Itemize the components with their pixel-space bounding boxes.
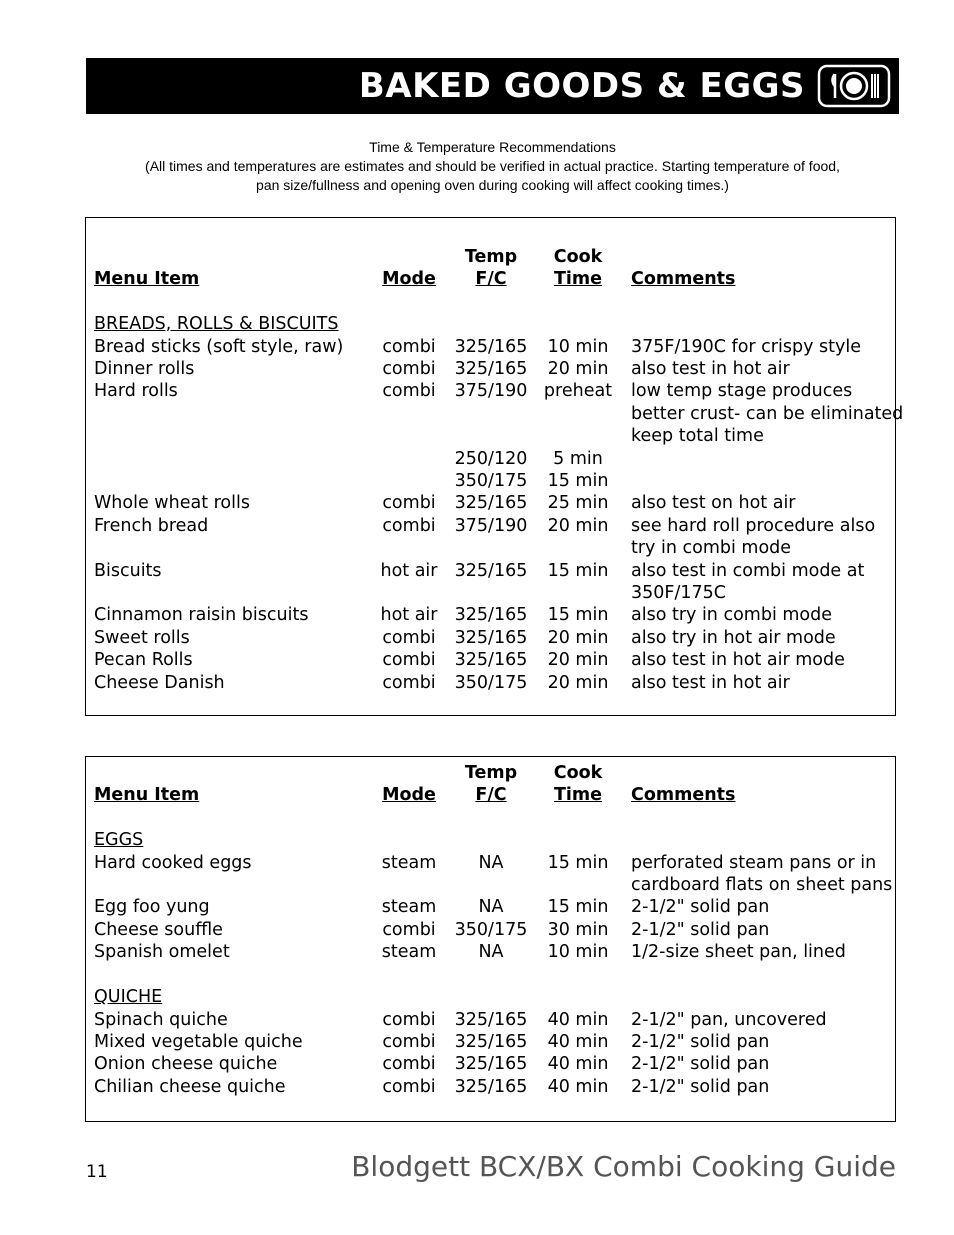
cook-time-cell: 20 min xyxy=(547,672,609,693)
mode-cell: combi xyxy=(382,650,436,671)
menu-item-cell: Whole wheat rolls xyxy=(94,493,250,514)
menu-item-cell: Dinner rolls xyxy=(94,358,195,379)
comment-cell: cardboard flats on sheet pans xyxy=(631,874,893,895)
mode-cell: steam xyxy=(381,942,437,963)
section-title-eggs: EGGS xyxy=(94,830,144,850)
comment-cell: 2-1/2" solid pan xyxy=(631,897,770,918)
comment-cell: see hard roll procedure also xyxy=(631,515,876,536)
comment-cell: keep total time xyxy=(631,426,764,447)
cook-time-cell: 20 min xyxy=(547,650,609,671)
intro-text xyxy=(86,138,899,195)
plate-fork-knife-icon xyxy=(817,64,891,108)
comment-cell: better crust- can be eliminated xyxy=(631,403,904,424)
temp-cell: 325/165 xyxy=(454,605,528,626)
temp-header-top: Temp xyxy=(464,247,518,267)
temp-cell: 325/165 xyxy=(454,1009,528,1030)
mode-cell: hot air xyxy=(380,605,438,626)
menu-item-cell: Spanish omelet xyxy=(94,942,230,963)
mode-cell: combi xyxy=(382,515,436,536)
comment-cell: low temp stage produces xyxy=(631,381,853,402)
cook-time-cell: 40 min xyxy=(547,1009,609,1030)
mode-cell: combi xyxy=(382,1076,436,1097)
menu-item-cell: Spinach quiche xyxy=(94,1009,228,1030)
comment-cell: 2-1/2" solid pan xyxy=(631,1054,770,1075)
temp-cell: NA xyxy=(478,942,504,963)
cook-time-cell: 15 min xyxy=(547,470,609,491)
section-title-breads: BREADS, ROLLS & BISCUITS xyxy=(94,314,339,334)
temp-cell: 250/120 xyxy=(454,448,528,469)
temp-header-top: Temp xyxy=(464,763,518,783)
menu-item-cell: Sweet rolls xyxy=(94,627,190,648)
menu-item-cell: Cheese souffle xyxy=(94,919,223,940)
comment-cell: also try in combi mode xyxy=(631,605,833,626)
mode-header: Mode xyxy=(382,785,436,805)
menu-item-cell: Egg foo yung xyxy=(94,897,210,918)
mode-cell: combi xyxy=(382,381,436,402)
menu-item-cell: Hard rolls xyxy=(94,381,178,402)
cook-time-cell: 20 min xyxy=(547,515,609,536)
header-banner xyxy=(86,58,899,114)
cook-time-cell: 15 min xyxy=(547,560,609,581)
cook-time-cell: 5 min xyxy=(553,448,603,469)
comment-cell: also test in hot air xyxy=(631,672,790,693)
mode-cell: steam xyxy=(381,897,437,918)
intro-heading: Time & Temperature Recommendations xyxy=(369,139,616,155)
temp-cell: NA xyxy=(478,897,504,918)
cook-time-cell: 15 min xyxy=(547,852,609,873)
mode-cell: combi xyxy=(382,1031,436,1052)
mode-cell: combi xyxy=(382,336,436,357)
comment-cell: 2-1/2" solid pan xyxy=(631,1031,770,1052)
comment-cell: also test on hot air xyxy=(631,493,796,514)
temp-cell: 325/165 xyxy=(454,560,528,581)
temp-cell: 325/165 xyxy=(454,358,528,379)
comment-cell: also try in hot air mode xyxy=(631,627,836,648)
time-header: Time xyxy=(553,269,603,289)
temp-cell: 375/190 xyxy=(454,515,528,536)
menu-item-header: Menu Item xyxy=(94,269,200,289)
eggs-table xyxy=(85,756,896,1122)
comment-cell: 375F/190C for crispy style xyxy=(631,336,861,357)
comment-cell: also test in hot air xyxy=(631,358,790,379)
mode-cell: combi xyxy=(382,493,436,514)
cook-time-cell: 15 min xyxy=(547,605,609,626)
mode-cell: combi xyxy=(382,672,436,693)
mode-cell: steam xyxy=(381,852,437,873)
menu-item-cell: Cinnamon raisin biscuits xyxy=(94,605,309,626)
temp-header: F/C xyxy=(475,269,507,289)
comment-cell: try in combi mode xyxy=(631,538,792,559)
temp-cell: NA xyxy=(478,852,504,873)
temp-cell: 325/165 xyxy=(454,1031,528,1052)
cook-time-cell: 10 min xyxy=(547,942,609,963)
cook-time-cell: 40 min xyxy=(547,1076,609,1097)
menu-item-cell: Bread sticks (soft style, raw) xyxy=(94,336,344,357)
temp-cell: 325/165 xyxy=(454,1076,528,1097)
time-header-top: Cook xyxy=(553,763,603,783)
page-number: 11 xyxy=(86,1162,108,1182)
comment-cell: also test in hot air mode xyxy=(631,650,845,671)
time-header-top: Cook xyxy=(553,247,603,267)
comments-header: Comments xyxy=(631,269,736,289)
page-title: BAKED GOODS & EGGS xyxy=(358,66,805,106)
cook-time-cell: 10 min xyxy=(547,336,609,357)
comment-cell: also test in combi mode at xyxy=(631,560,865,581)
temp-cell: 325/165 xyxy=(454,336,528,357)
comments-header: Comments xyxy=(631,785,736,805)
mode-cell: combi xyxy=(382,919,436,940)
temp-cell: 325/165 xyxy=(454,627,528,648)
temp-cell: 325/165 xyxy=(454,1054,528,1075)
comment-cell: 2-1/2" solid pan xyxy=(631,1076,770,1097)
temp-cell: 350/175 xyxy=(454,919,528,940)
temp-cell: 350/175 xyxy=(454,672,528,693)
temp-header: F/C xyxy=(475,785,507,805)
intro-note-line1: (All times and temperatures are estimates and should be verified in actual practice. Starting temperature of food, xyxy=(145,158,840,174)
menu-item-cell: French bread xyxy=(94,515,209,536)
comment-cell: 2-1/2" pan, uncovered xyxy=(631,1009,827,1030)
section-title-quiche: QUICHE xyxy=(94,987,163,1007)
comment-cell: 350F/175C xyxy=(631,582,726,603)
breads-table xyxy=(85,217,904,716)
mode-cell: combi xyxy=(382,1009,436,1030)
menu-item-cell: Chilian cheese quiche xyxy=(94,1076,286,1097)
comment-cell: perforated steam pans or in xyxy=(631,852,877,873)
menu-item-cell: Hard cooked eggs xyxy=(94,852,252,873)
cook-time-cell: 40 min xyxy=(547,1054,609,1075)
cook-time-cell: 25 min xyxy=(547,493,609,514)
temp-cell: 375/190 xyxy=(454,381,528,402)
temp-cell: 350/175 xyxy=(454,470,528,491)
menu-item-header: Menu Item xyxy=(94,785,200,805)
cook-time-cell: 20 min xyxy=(547,627,609,648)
mode-cell: combi xyxy=(382,627,436,648)
mode-cell: combi xyxy=(382,1054,436,1075)
cook-time-cell: 40 min xyxy=(547,1031,609,1052)
intro-note-line2: pan size/fullness and opening oven during cooking will affect cooking times.) xyxy=(256,177,729,193)
cook-time-cell: preheat xyxy=(543,381,613,402)
menu-item-cell: Onion cheese quiche xyxy=(94,1054,278,1075)
mode-header: Mode xyxy=(382,269,436,289)
menu-item-cell: Biscuits xyxy=(94,560,162,581)
comment-cell: 1/2-size sheet pan, lined xyxy=(631,942,846,963)
cook-time-cell: 20 min xyxy=(547,358,609,379)
comment-cell: 2-1/2" solid pan xyxy=(631,919,770,940)
menu-item-cell: Cheese Danish xyxy=(94,672,225,693)
cook-time-cell: 15 min xyxy=(547,897,609,918)
menu-item-cell: Pecan Rolls xyxy=(94,650,193,671)
temp-cell: 325/165 xyxy=(454,493,528,514)
mode-cell: combi xyxy=(382,358,436,379)
guide-title: Blodgett BCX/BX Combi Cooking Guide xyxy=(351,1150,896,1183)
cook-time-cell: 30 min xyxy=(547,919,609,940)
temp-cell: 325/165 xyxy=(454,650,528,671)
mode-cell: hot air xyxy=(380,560,438,581)
menu-item-cell: Mixed vegetable quiche xyxy=(94,1031,303,1052)
time-header: Time xyxy=(553,785,603,805)
